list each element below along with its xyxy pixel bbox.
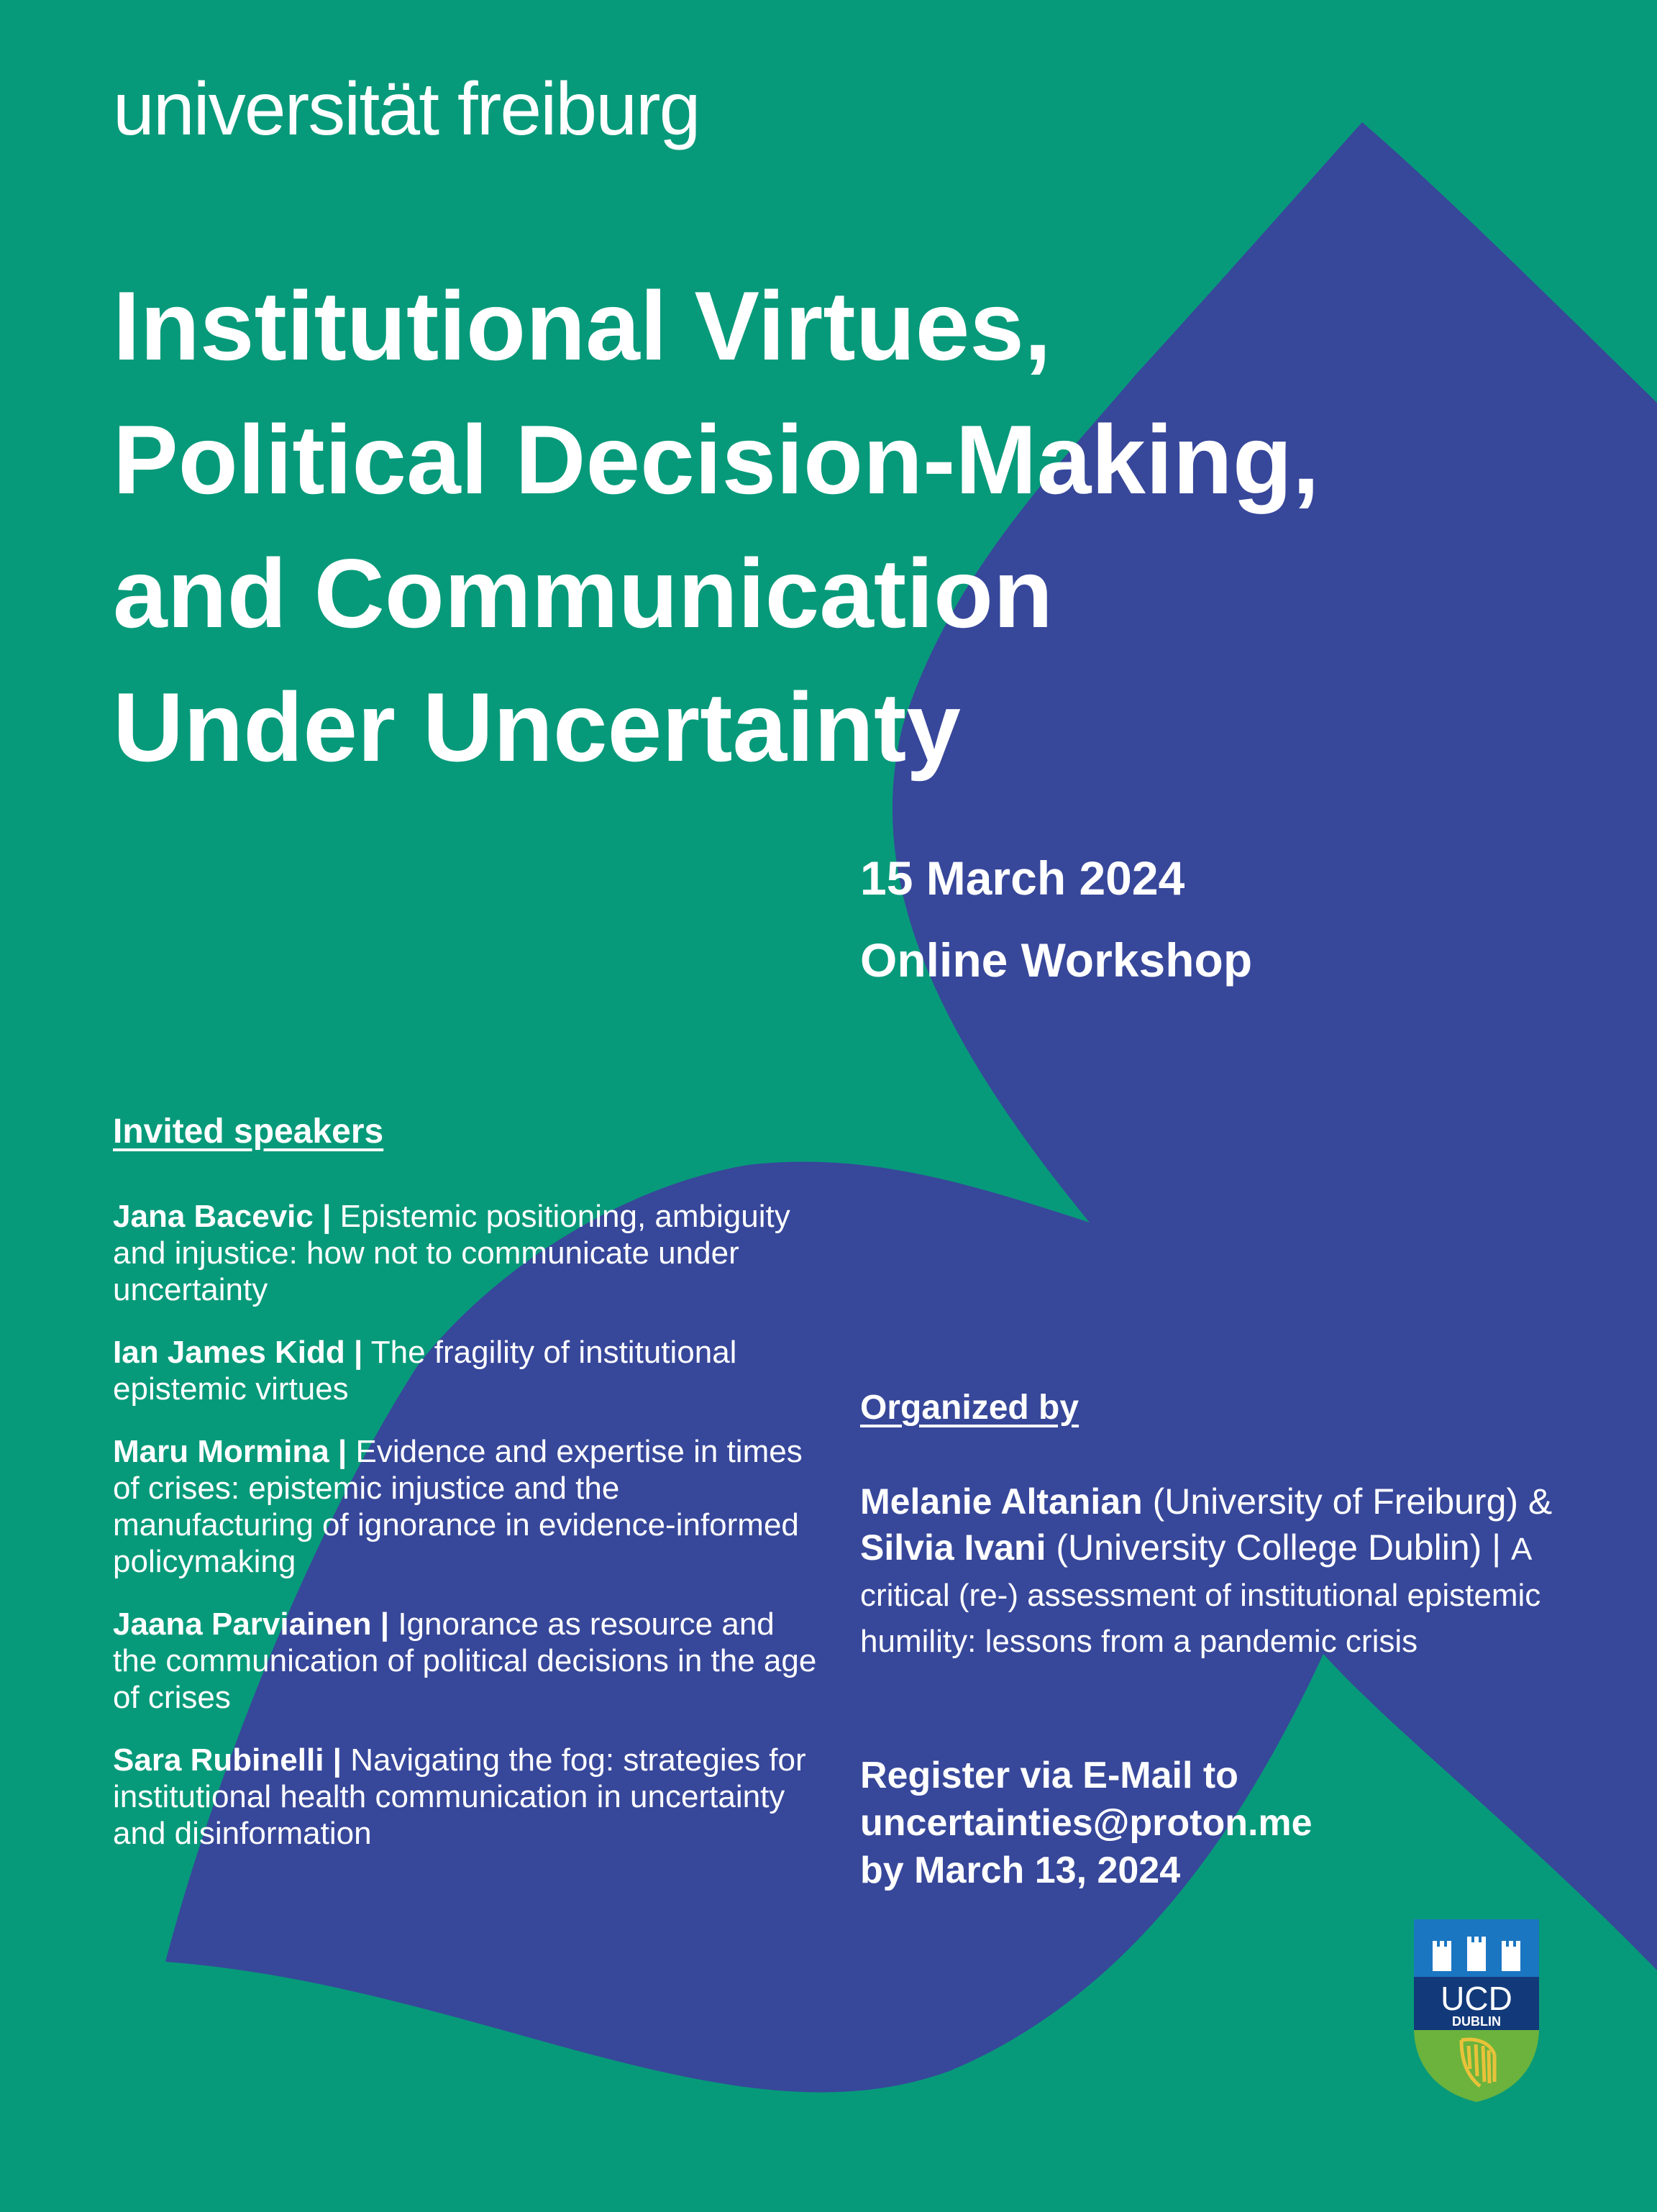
speaker-item [113,1334,825,1407]
register-email-link[interactable]: uncertainties@proton.me [860,1802,1313,1844]
speaker-list [113,1198,825,1878]
title-line: Institutional Virtues, [113,271,1051,380]
ucd-letters: UCD [1441,1980,1512,2017]
workshop-title [113,259,1623,794]
speaker-item [113,1433,825,1580]
talk-title: Epistemic positioning, ambiguity and injustice: how not to communicate under uncertainty [113,1199,790,1307]
event-format: Online Workshop [860,933,1253,987]
organizer-names [860,1479,1622,1663]
speaker-item [113,1606,825,1716]
organizer-affiliation: (University of Freiburg) & [1152,1481,1553,1522]
organizer-name: Melanie Altanian [860,1481,1143,1522]
speakers-heading: Invited speakers [113,1112,384,1151]
talk-title: The fragility of institutional epistemic virtues [113,1335,737,1407]
talk-title: Ignorance as resource and the communication of political decisions in the age of crises [113,1607,817,1715]
speaker-name: Sara Rubinelli | [113,1742,342,1778]
event-date: 15 March 2024 [860,851,1185,905]
speaker-item [113,1198,825,1308]
speaker-name: Ian James Kidd | [113,1335,363,1370]
ucd-dublin-crest-logo [1411,1916,1542,2103]
speaker-name: Maru Mormina | [113,1434,347,1469]
register-text: Register via E-Mail to [860,1755,1238,1796]
speaker-name: Jana Bacevic | [113,1199,332,1234]
speaker-name: Jaana Parviainen | [113,1607,390,1642]
organizer-name: Silvia Ivani [860,1527,1046,1568]
organizer-talk-title: A critical (re-) assessment of institutional epistemic humility: lessons from a pandemic crisis [860,1532,1541,1659]
register-deadline: by March 13, 2024 [860,1850,1181,1891]
title-line: and Communication [113,539,1054,648]
organizers-heading: Organized by [860,1389,1079,1427]
organizers-block [860,1479,1622,1663]
ucd-city: DUBLIN [1452,2014,1501,2029]
title-line: Under Uncertainty [113,672,961,782]
speaker-item [113,1742,825,1852]
university-freiburg-logo: universität freiburg [113,68,700,151]
organizer-affiliation: (University College Dublin) | [1056,1527,1502,1568]
talk-title: Evidence and expertise in times of crises: epistemic injustice and the manufacturing of ignorance in evidence-informed policymaking [113,1434,803,1579]
talk-title: Navigating the fog: strategies for institutional health communication in uncertainty and disinformation [113,1742,806,1851]
registration-info [860,1752,1313,1894]
title-line: Political Decision-Making, [113,405,1320,514]
